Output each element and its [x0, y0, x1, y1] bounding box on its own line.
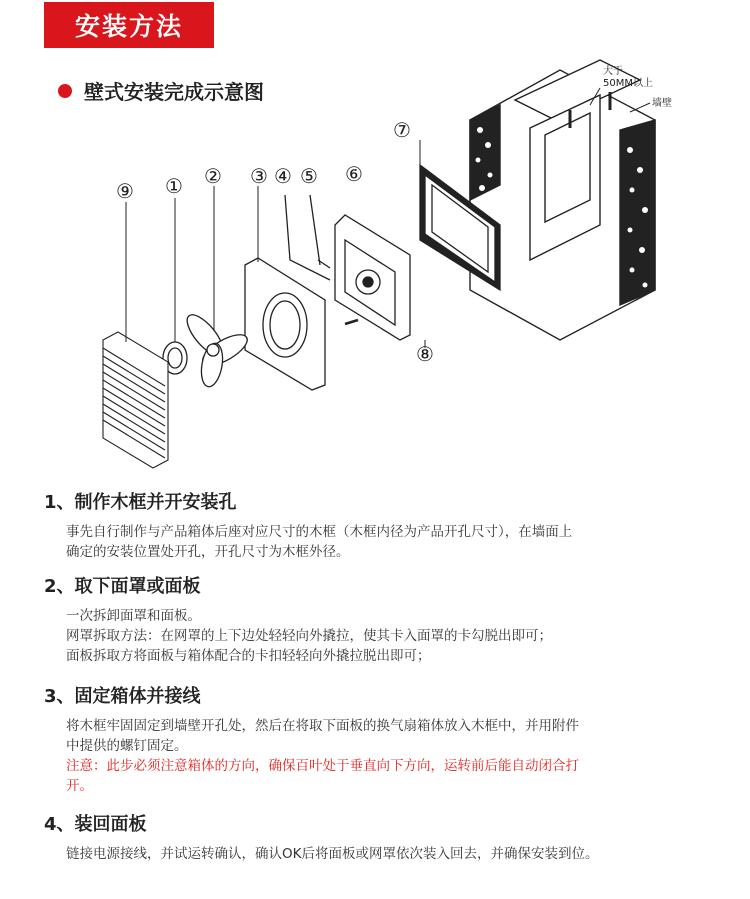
step-1-line-2: 确定的安装位置处开孔，开孔尺寸为木框外径。 — [66, 544, 350, 560]
part-6-box — [318, 215, 410, 340]
step-2-line-3: 面板拆取方将面板与箱体配合的卡扣轻轻向外撬拉脱出即可； — [66, 648, 431, 664]
label-3: ③ — [250, 164, 268, 188]
part-3-panel — [245, 258, 325, 390]
label-7: ⑦ — [393, 118, 411, 142]
installation-diagram — [0, 50, 750, 470]
label-9: ⑨ — [116, 179, 134, 203]
label-5: ⑤ — [300, 164, 318, 188]
label-4: ④ — [274, 164, 292, 188]
part-2-fan — [181, 309, 251, 388]
size-note-line2: 50MM以上 — [603, 78, 653, 89]
step-1-line-1: 事先自行制作与产品箱体后座对应尺寸的木框（木框内径为产品开孔尺寸），在墙面上 — [66, 524, 573, 540]
step-2-title: 2、取下面罩或面板 — [44, 576, 201, 597]
step-4-line-1: 链接电源接线，并试运转确认，确认OK后将面板或网罩依次装入回去，并确保安装到位。 — [66, 846, 599, 862]
size-note-line1: 大于 — [603, 66, 623, 77]
step-4-title: 4、装回面板 — [44, 814, 147, 835]
step-1 — [44, 490, 724, 562]
label-1: ① — [165, 174, 183, 198]
part-4-5-cord — [285, 195, 330, 280]
step-3-warning-2: 开。 — [66, 778, 93, 794]
step-3-title: 3、固定箱体并接线 — [44, 686, 201, 707]
wall-note: 墙壁 — [652, 98, 672, 109]
section-title: 安装方法 — [74, 12, 183, 41]
section-title-banner — [44, 2, 214, 48]
step-3 — [44, 684, 724, 796]
step-3-line-2: 中提供的螺钉固定。 — [66, 738, 188, 754]
wall-illustration — [470, 60, 655, 340]
label-8: ⑧ — [416, 342, 434, 366]
label-6: ⑥ — [345, 162, 363, 186]
part-9-grille — [103, 332, 168, 468]
step-4 — [44, 812, 724, 864]
step-2 — [44, 574, 724, 666]
step-3-warning-1: 注意：此步必须注意箱体的方向，确保百叶处于垂直向下方向，运转前后能自动闭合打 — [66, 758, 579, 774]
step-2-line-1: 一次拆卸面罩和面板。 — [66, 608, 201, 624]
diagram-caption-text: 壁式安装完成示意图 — [84, 80, 264, 104]
label-2: ② — [204, 164, 222, 188]
step-2-line-2: 网罩拆取方法：在网罩的上下边处轻轻向外撬拉，使其卡入面罩的卡勾脱出即可； — [66, 628, 552, 644]
step-1-title: 1、制作木框并开安装孔 — [44, 492, 237, 513]
step-3-line-1: 将木框牢固固定到墙壁开孔处，然后在将取下面板的换气扇箱体放入木框中，并用附件 — [66, 718, 579, 734]
